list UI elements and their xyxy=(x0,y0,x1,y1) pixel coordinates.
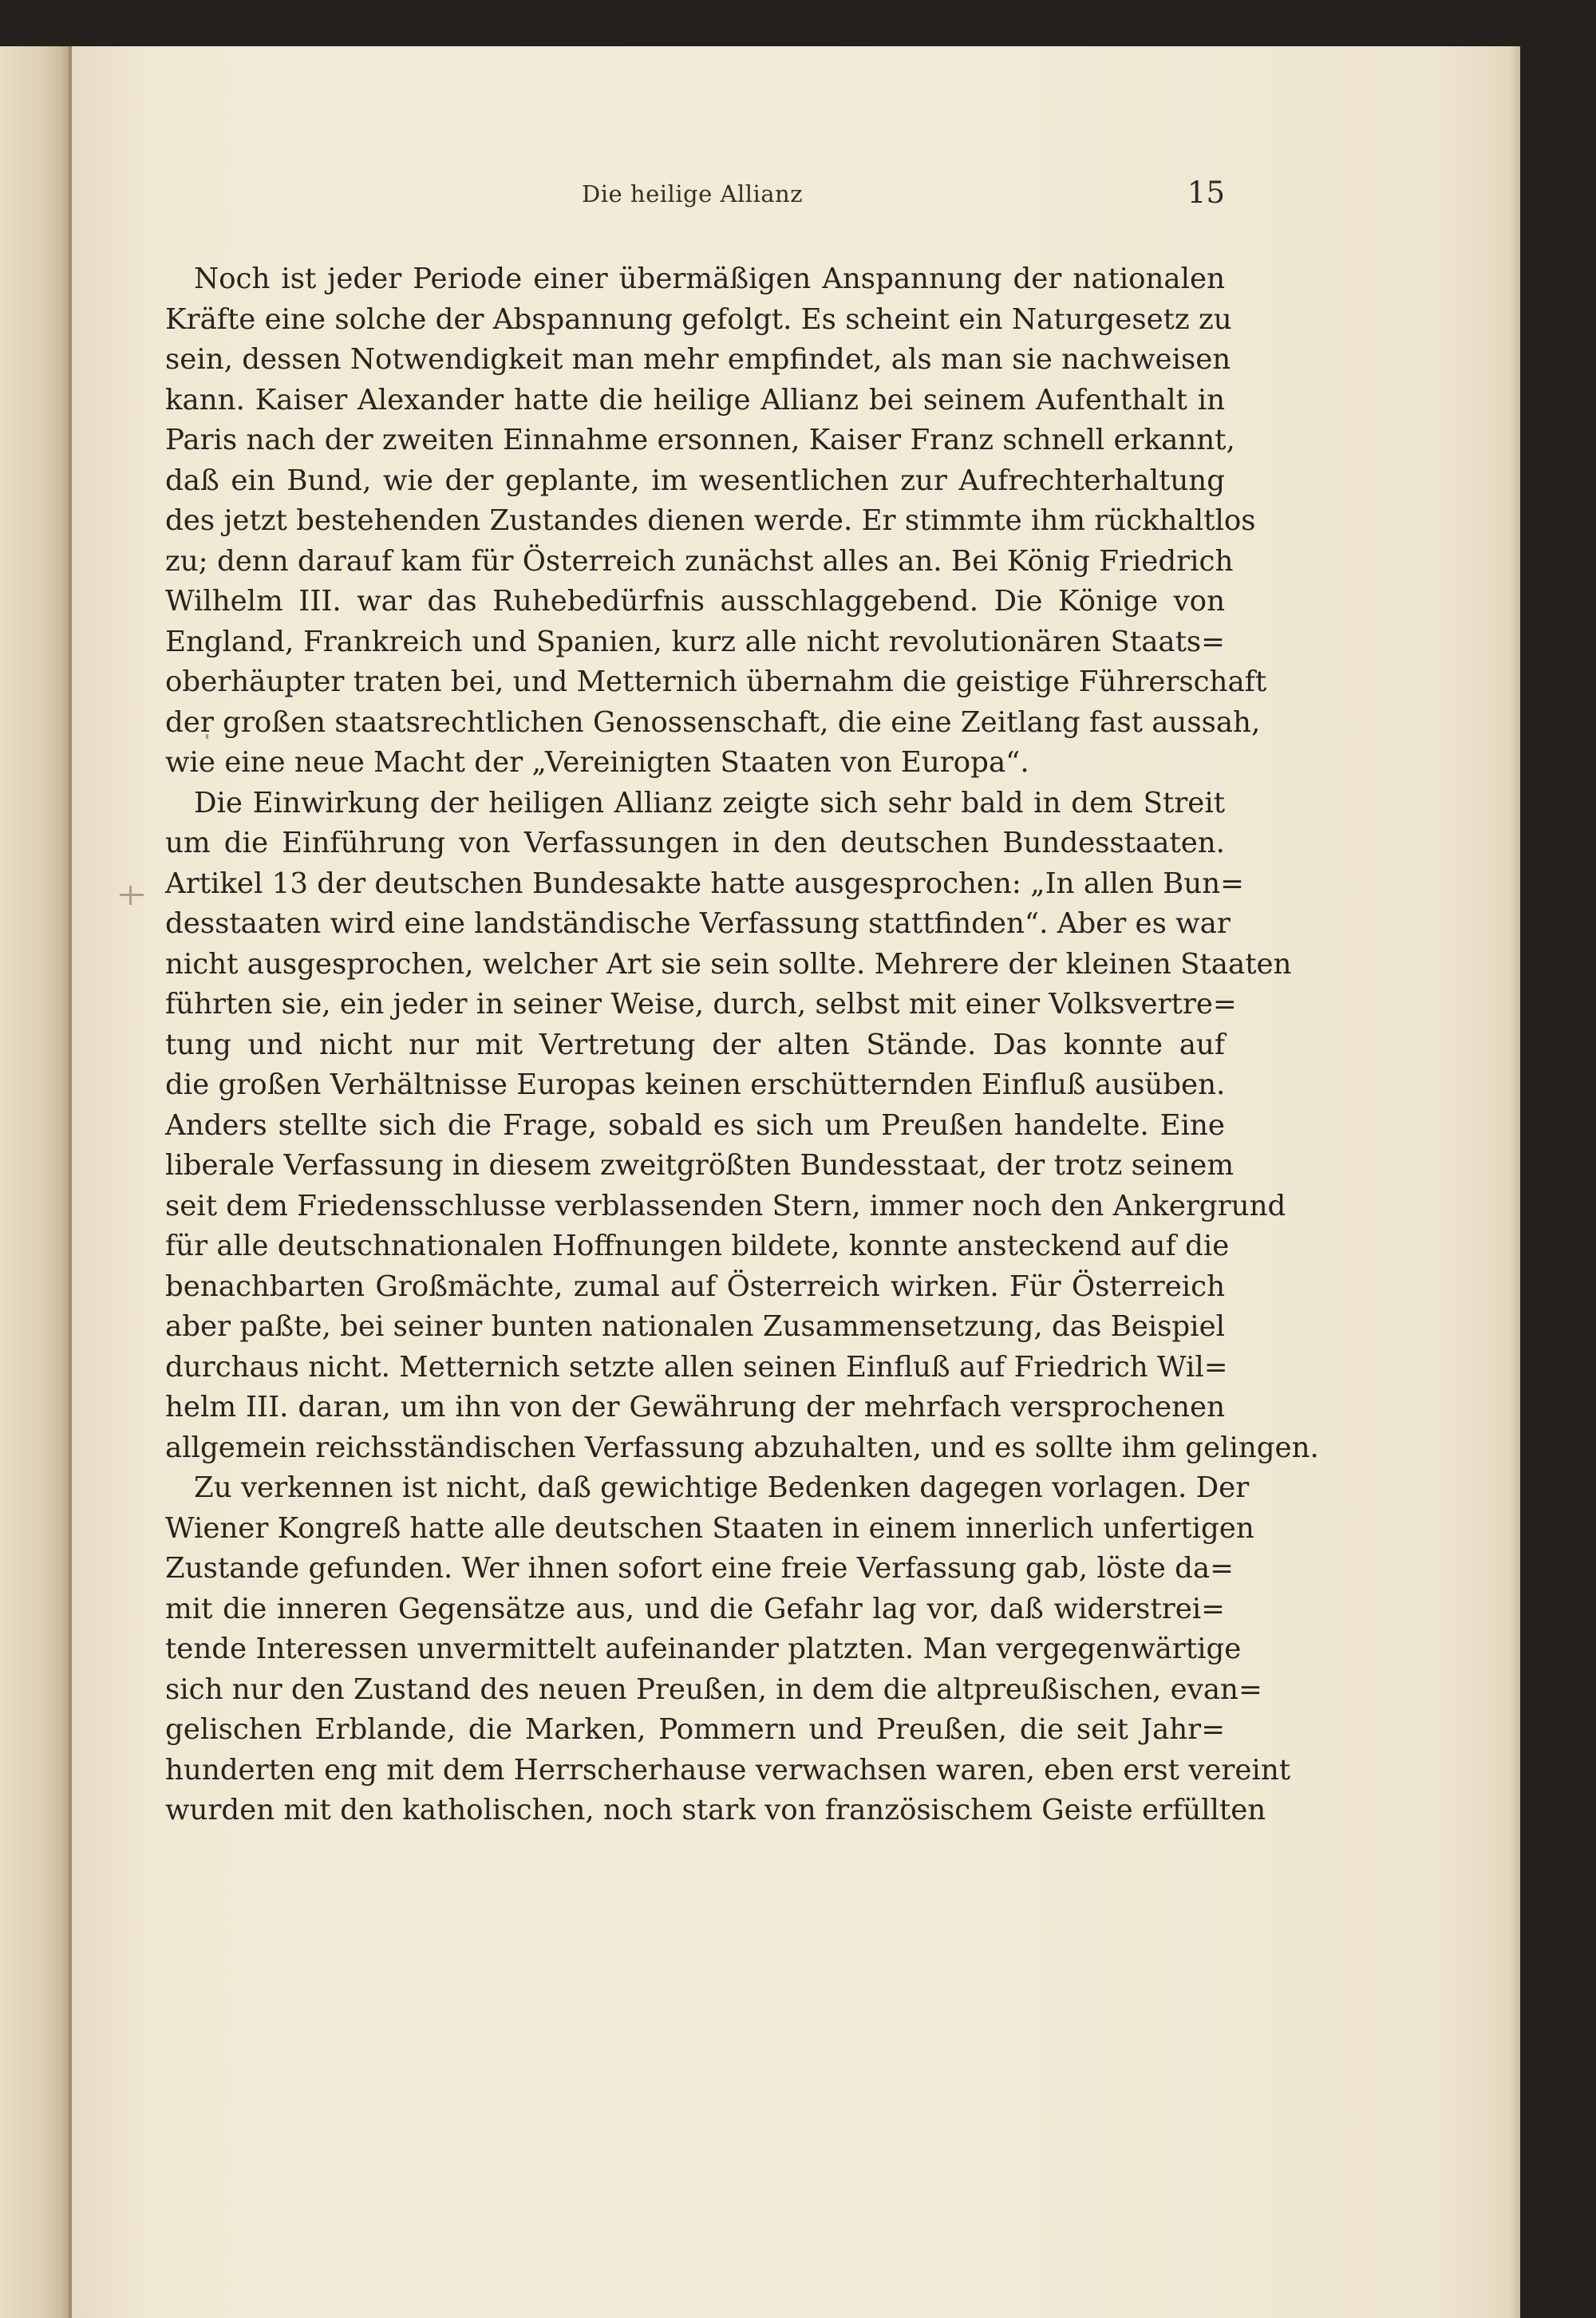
text-line: wie eine neue Macht der „Vereinigten Staaten von Europa“. xyxy=(165,746,1029,779)
page-edge-shadow xyxy=(1509,46,1520,2318)
text-line: daß ein Bund, wie der geplante, im wesentlichen zur Aufrechterhaltung xyxy=(165,464,1225,497)
page-number: 15 xyxy=(1187,176,1225,210)
text-line: hunderten eng mit dem Herrscherhause verwachsen waren, eben erst vereint xyxy=(165,1753,1291,1787)
body-text xyxy=(165,259,1319,1831)
text-line: durchaus nicht. Metternich setzte allen seinen Einfluß auf Friedrich Wil= xyxy=(165,1350,1228,1384)
text-line: Zu verkennen ist nicht, daß gewichtige Bedenken dagegen vorlagen. Der xyxy=(194,1471,1250,1504)
text-line: seit dem Friedensschlusse verblassenden Stern, immer noch den Ankergrund xyxy=(165,1189,1286,1222)
text-line: sein, dessen Notwendigkeit man mehr empfindet, als man sie nachweisen xyxy=(165,343,1231,376)
text-line: sich nur den Zustand des neuen Preußen, in dem die altpreußischen, evan= xyxy=(165,1672,1262,1706)
text-line: nicht ausgesprochen, welcher Art sie sein sollte. Mehrere der kleinen Staaten xyxy=(165,947,1292,981)
margin-mark xyxy=(120,894,144,896)
left-page-edge xyxy=(0,46,69,2318)
text-line: Anders stellte sich die Frage, sobald es sich um Preußen handelte. Eine xyxy=(165,1108,1225,1142)
text-line: für alle deutschnationalen Hoffnungen bildete, konnte ansteckend auf die xyxy=(165,1230,1230,1262)
text-line: aber paßte, bei seiner bunten nationalen Zusammensetzung, das Beispiel xyxy=(165,1310,1225,1343)
text-line: führten sie, ein jeder in seiner Weise, durch, selbst mit einer Volksvertre= xyxy=(165,988,1237,1021)
text-line: oberhäupter traten bei, und Metternich übernahm die geistige Führerschaft xyxy=(165,665,1267,698)
text-line: zu; denn darauf kam für Österreich zunächst alles an. Bei König Friedrich xyxy=(165,544,1234,578)
text-line: Wiener Kongreß hatte alle deutschen Staaten in einem innerlich unfertigen xyxy=(165,1511,1254,1545)
text-line: Zustande gefunden. Wer ihnen sofort eine freie Verfassung gab, löste da= xyxy=(165,1552,1234,1585)
running-title: Die heilige Allianz xyxy=(581,180,804,207)
text-line: kann. Kaiser Alexander hatte die heilige Allianz bei seinem Aufenthalt in xyxy=(165,383,1225,417)
text-line: tende Interessen unvermittelt aufeinander platzten. Man vergegenwärtige xyxy=(165,1633,1242,1665)
text-line: Noch ist jeder Periode einer übermäßigen Anspannung der nationalen xyxy=(194,263,1225,295)
text-line: Artikel 13 der deutschen Bundesakte hatte ausgesprochen: „In allen Bun= xyxy=(165,867,1244,900)
text-line: gelischen Erblande, die Marken, Pommern und Preußen, die seit Jahr= xyxy=(165,1713,1225,1746)
text-line: England, Frankreich und Spanien, kurz alle nicht revolutionären Staats= xyxy=(165,625,1225,658)
text-line: liberale Verfassung in diesem zweitgrößten Bundesstaat, der trotz seinem xyxy=(165,1149,1235,1182)
text-line: Kräfte eine solche der Abspannung gefolgt. Es scheint ein Naturgesetz zu xyxy=(165,302,1232,336)
text-line: tung und nicht nur mit Vertretung der alten Stände. Das konnte auf xyxy=(165,1028,1225,1061)
text-line: wurden mit den katholischen, noch stark von französischem Geiste erfüllten xyxy=(165,1794,1266,1826)
text-line: desstaaten wird eine landständische Verfassung stattfinden“. Aber es war xyxy=(165,907,1231,940)
text-line: um die Einführung von Verfassungen in den deutschen Bundesstaaten. xyxy=(165,827,1225,859)
text-line: helm III. daran, um ihn von der Gewährung der mehrfach versprochenen xyxy=(165,1391,1225,1424)
text-line: Paris nach der zweiten Einnahme ersonnen, Kaiser Franz schnell erkannt, xyxy=(165,424,1235,456)
text-line: des jetzt bestehenden Zustandes dienen werde. Er stimmte ihm rückhaltlos xyxy=(165,504,1256,537)
text-line: allgemein reichsständischen Verfassung abzuhalten, und es sollte ihm gelingen. xyxy=(165,1431,1319,1464)
text-line: Wilhelm III. war das Ruhebedürfnis ausschlaggebend. Die Könige von xyxy=(165,585,1225,618)
text-line: der großen staatsrechtlichen Genossenschaft, die eine Zeitlang fast aussah, xyxy=(165,705,1261,739)
text-line: die großen Verhältnisse Europas keinen erschütternden Einfluß ausüben. xyxy=(165,1068,1226,1101)
page-header xyxy=(160,169,1225,225)
text-line: Die Einwirkung der heiligen Allianz zeigte sich sehr bald in dem Streit xyxy=(194,786,1225,819)
text-line: benachbarten Großmächte, zumal auf Österreich wirken. Für Österreich xyxy=(165,1270,1225,1303)
text-line: mit die inneren Gegensätze aus, und die Gefahr lag vor, daß widerstrei= xyxy=(165,1592,1225,1625)
